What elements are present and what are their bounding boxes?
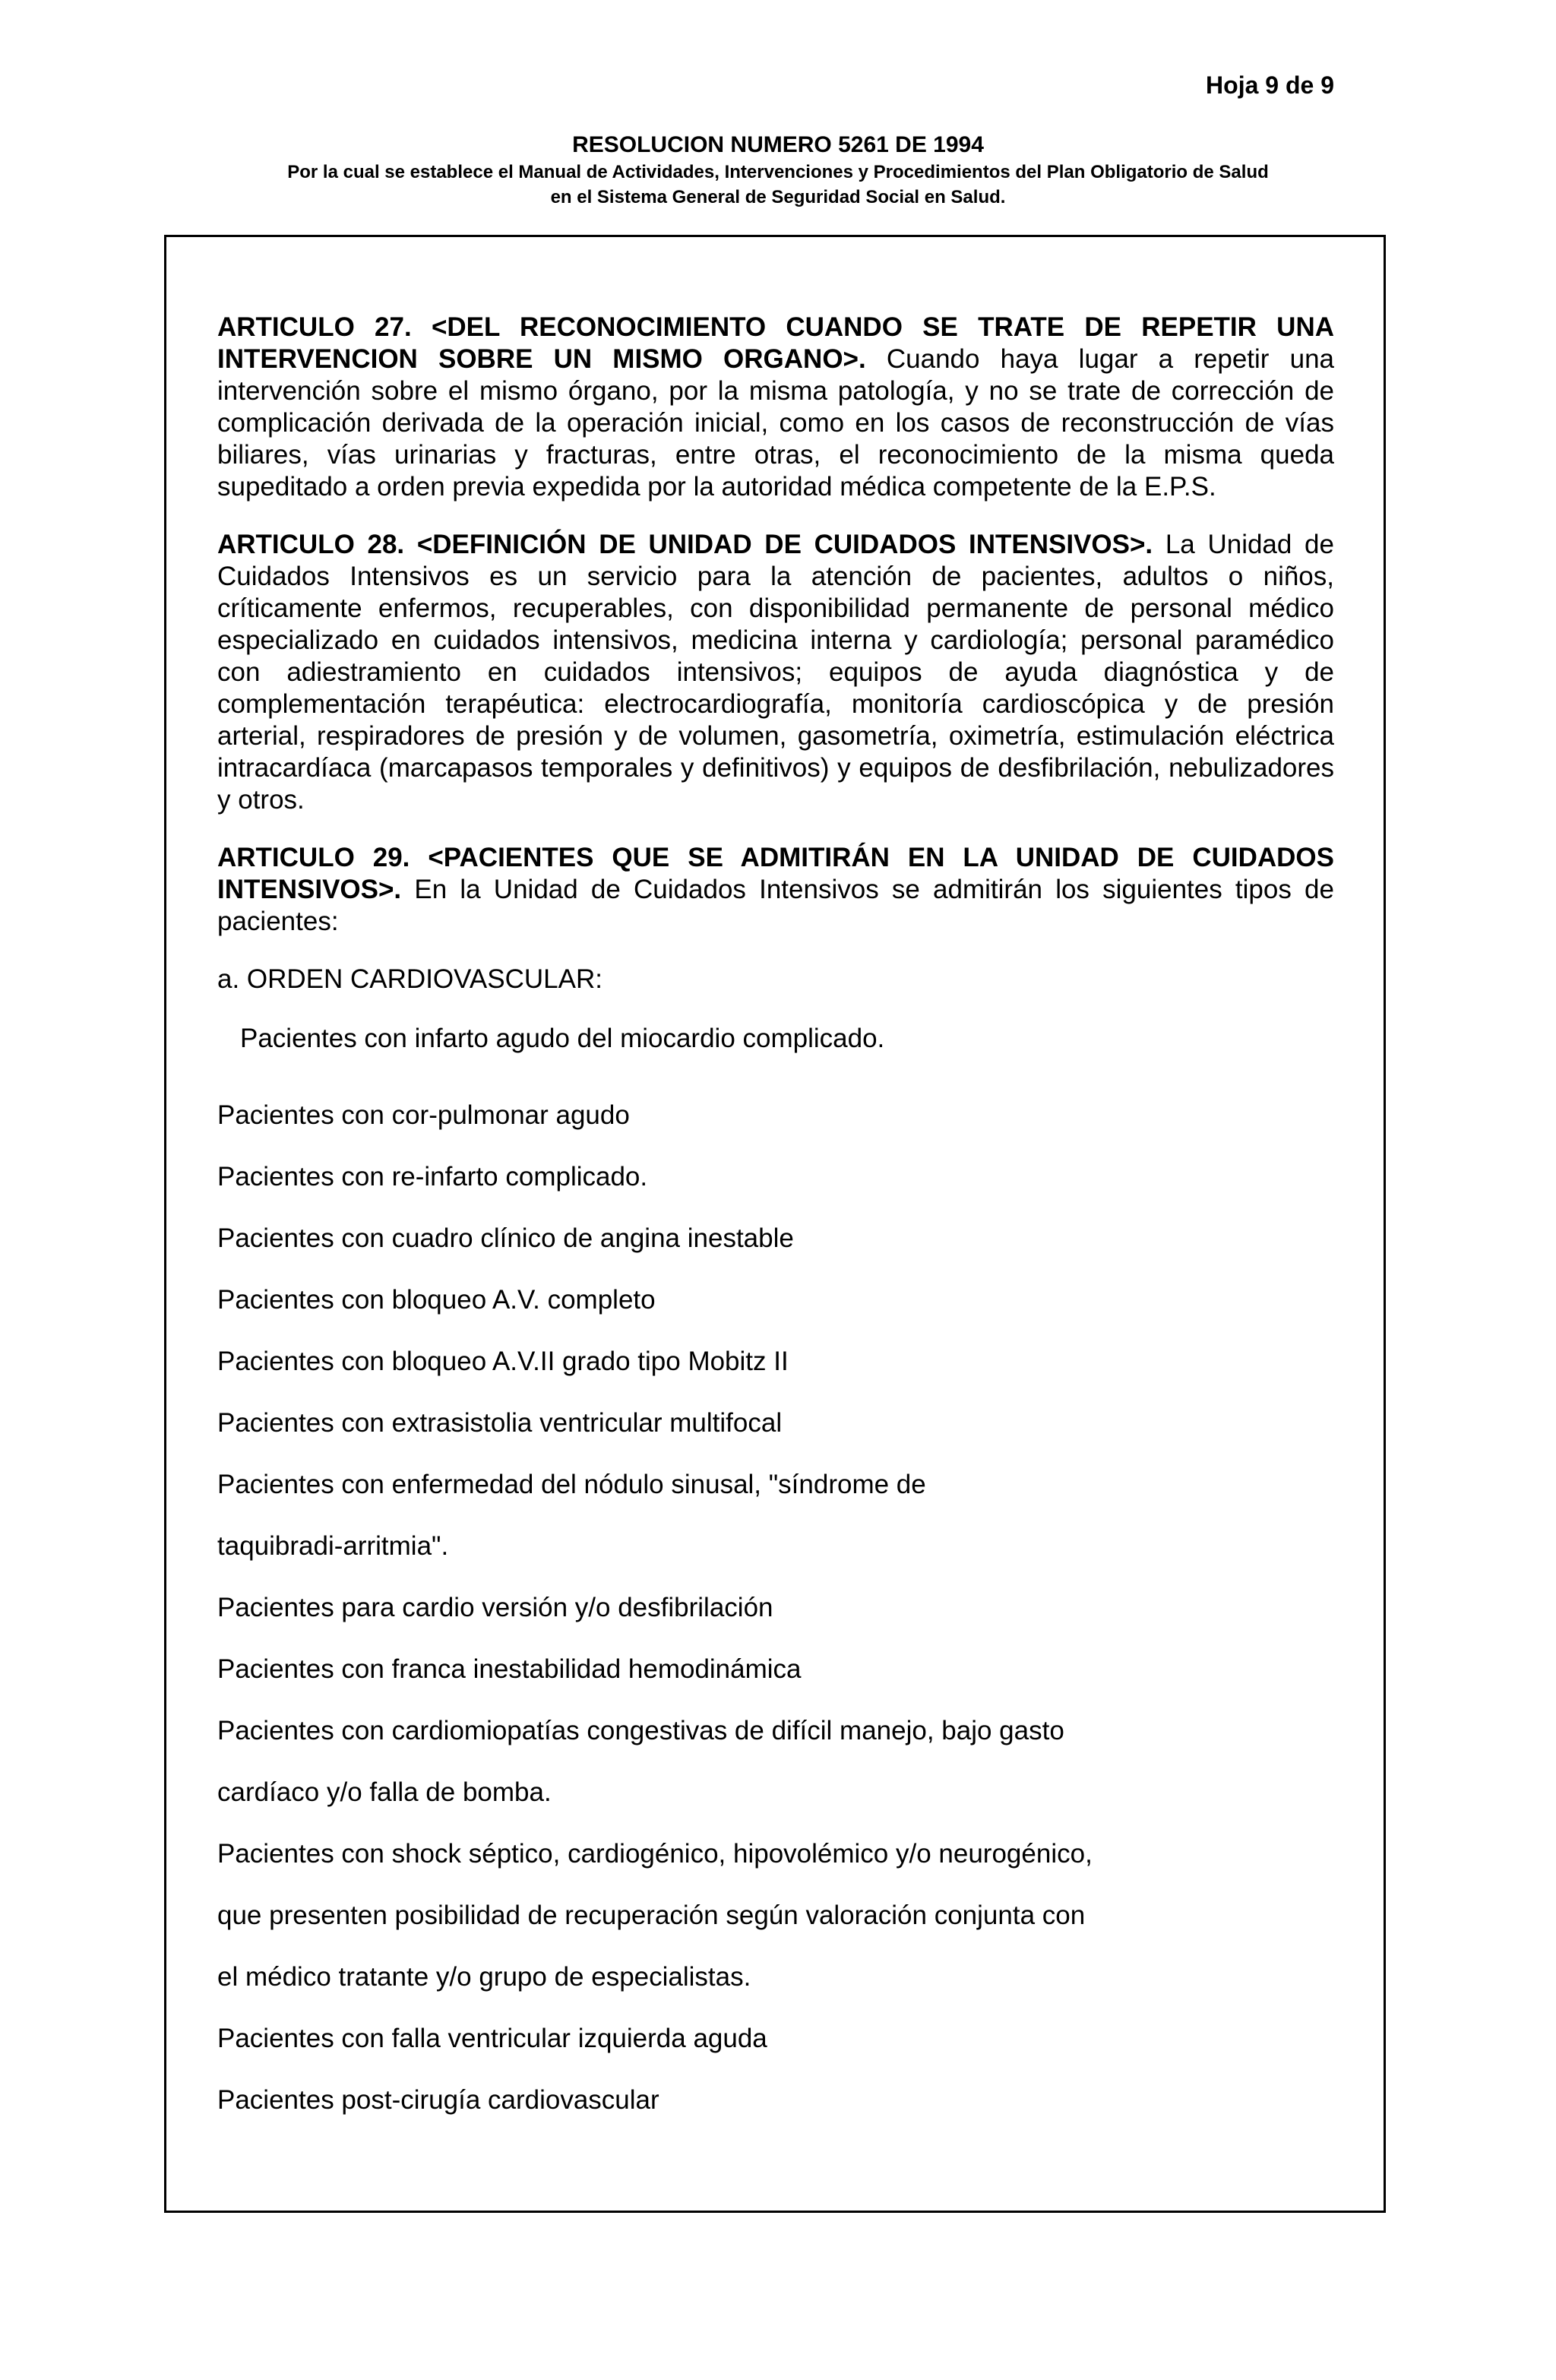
list-item: que presenten posibilidad de recuperación según valoración conjunta con <box>217 1901 1086 1930</box>
article-body: La Unidad de Cuidados Intensivos es un servicio para la atención de pacientes, adultos o niños, críticamente enfermos, recuperables, con disponibilidad permanente de personal médico especializado en cuidados intensivos, medicina interna y cardiología; personal paramédico con adiestramiento en cuidados intensivos; equipos de ayuda diagnóstica y de complementación terapéutica: electrocardiografía, monitoría cardioscópica y de presión arterial, respiradores de presión y de volumen, gasometría, oximetría, estimulación eléctrica intracardíaca (marcapasos temporales y definitivos) y equipos de desfibrilación, nebulizadores y otros. <box>217 530 1334 815</box>
list-item: Pacientes con bloqueo A.V. completo <box>217 1285 656 1315</box>
list-item: Pacientes con bloqueo A.V.II grado tipo Mobitz II <box>217 1347 789 1376</box>
list-item: Pacientes con cuadro clínico de angina inestable <box>217 1223 794 1253</box>
patient-criteria-list <box>217 1023 1334 2131</box>
resolution-title: RESOLUCION NUMERO 5261 DE 1994 <box>572 132 984 157</box>
resolution-subtitle-line-1: Por la cual se establece el Manual de Actividades, Intervenciones y Procedimientos del Plan Obligatorio de Salud <box>287 162 1269 182</box>
list-item: Pacientes post-cirugía cardiovascular <box>217 2085 659 2115</box>
article-body: Cuando haya lugar a repetir una intervención sobre el mismo órgano, por la misma patología, y no se trate de corrección de complicación derivada de la operación inicial, como en los casos de reconstrucción de vías biliares, vías urinarias y fracturas, entre otras, el reconocimiento de la misma queda supeditado a orden previa expedida por la autoridad médica competente de la E.P.S. <box>217 344 1335 502</box>
document-body <box>217 312 1334 2131</box>
list-item: Pacientes con extrasistolia ventricular multifocal <box>217 1408 783 1438</box>
article-heading: ARTICULO 27. <DEL RECONOCIMIENTO CUANDO SE TRATE DE REPETIR UNA INTERVENCION SOBRE UN MISMO ORGANO>. <box>217 312 1334 374</box>
list-item: Pacientes con enfermedad del nódulo sinusal, "síndrome de <box>217 1470 926 1499</box>
list-item: Pacientes con shock séptico, cardiogénico, hipovolémico y/o neurogénico, <box>217 1839 1093 1869</box>
article-28 <box>217 529 1334 816</box>
page-number: Hoja 9 de 9 <box>1206 71 1334 99</box>
list-item: Pacientes con re-infarto complicado. <box>217 1162 648 1192</box>
article-heading: ARTICULO 28. <DEFINICIÓN DE UNIDAD DE CUIDADOS INTENSIVOS>. <box>217 530 1153 559</box>
section-label-cardiovascular: a. ORDEN CARDIOVASCULAR: <box>217 964 602 994</box>
list-item: Pacientes con cor-pulmonar agudo <box>217 1100 630 1130</box>
list-item: Pacientes con infarto agudo del miocardio complicado. <box>240 1024 885 1053</box>
article-27 <box>217 312 1334 503</box>
list-item: Pacientes con cardiomiopatías congestivas de difícil manejo, bajo gasto <box>217 1716 1064 1745</box>
list-item: Pacientes con falla ventricular izquierda aguda <box>217 2024 767 2053</box>
list-item: el médico tratante y/o grupo de especialistas. <box>217 1962 751 1992</box>
article-body: En la Unidad de Cuidados Intensivos se admitirán los siguientes tipos de pacientes: <box>217 875 1334 936</box>
document-header <box>0 131 1556 210</box>
article-29 <box>217 842 1334 938</box>
list-item: Pacientes con franca inestabilidad hemodinámica <box>217 1654 802 1684</box>
list-item: taquibradi-arritmia". <box>217 1531 449 1561</box>
resolution-subtitle-line-2: en el Sistema General de Seguridad Social en Salud. <box>550 187 1006 207</box>
list-item: Pacientes para cardio versión y/o desfibrilación <box>217 1593 773 1622</box>
list-item: cardíaco y/o falla de bomba. <box>217 1777 552 1807</box>
article-heading: ARTICULO 29. <PACIENTES QUE SE ADMITIRÁN EN LA UNIDAD DE CUIDADOS INTENSIVOS>. <box>217 843 1334 904</box>
